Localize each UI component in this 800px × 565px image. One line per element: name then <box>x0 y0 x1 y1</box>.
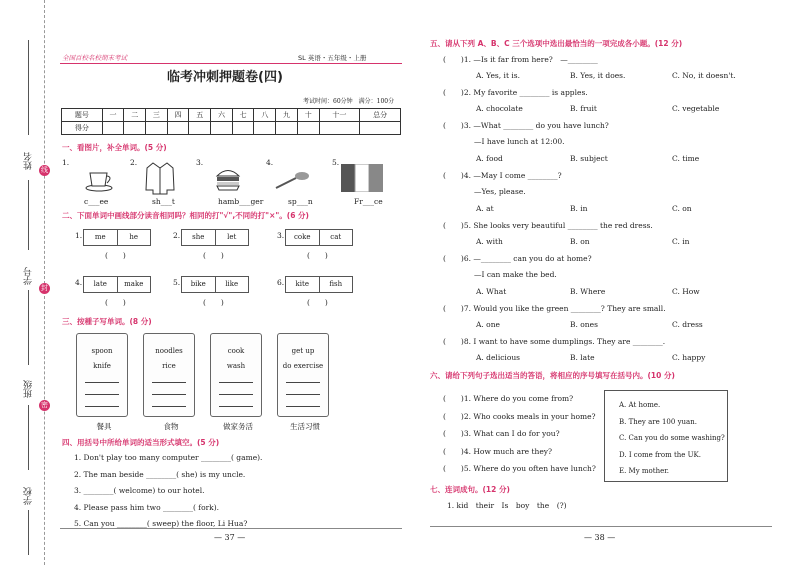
page-number-right: — 38 — <box>584 533 616 542</box>
match-question[interactable]: ( )4. How much are they? <box>443 446 553 456</box>
coffee-cup-picture <box>84 167 114 193</box>
word-a: bike <box>190 280 206 288</box>
word-blank[interactable]: Fr___ce <box>354 197 383 206</box>
word-pair <box>285 229 353 246</box>
score-cell[interactable] <box>146 122 168 135</box>
option-c[interactable]: C. No, it doesn't. <box>672 71 736 80</box>
option-c[interactable]: C. time <box>672 154 700 163</box>
option-a[interactable]: A. delicious <box>476 353 521 362</box>
write-line[interactable] <box>152 394 186 395</box>
score-cell[interactable] <box>297 122 319 135</box>
write-line[interactable] <box>85 394 119 395</box>
option-c[interactable]: C. happy <box>672 353 706 362</box>
score-table <box>61 108 401 135</box>
scroll-word: wash <box>226 362 246 370</box>
word-b: like <box>215 277 249 292</box>
score-header-cell: 六 <box>211 109 233 122</box>
score-cell[interactable] <box>360 122 401 135</box>
answer-paren[interactable]: ( ) <box>307 298 328 307</box>
section6-title: 六、请给下列句子选出适当的答语，将相应的序号填写在括号内。(10 分) <box>430 371 675 380</box>
category-label: 做家务活 <box>223 422 253 431</box>
word-a: kite <box>295 280 309 288</box>
option-b[interactable]: B. late <box>570 353 595 362</box>
write-line[interactable] <box>219 382 253 383</box>
school-label: 学校 <box>24 487 34 505</box>
score-header-cell: 二 <box>124 109 146 122</box>
option-c[interactable]: C. How <box>672 287 700 296</box>
seal-mark: 封 <box>41 284 48 292</box>
answer-option: B. They are 100 yuan. <box>619 417 697 426</box>
write-line[interactable] <box>219 406 253 407</box>
footer-rule <box>430 526 772 527</box>
item-number: 6. <box>277 278 285 287</box>
sentence-item: 1. kid their Is boy the (?) <box>447 501 567 510</box>
score-header-cell: 题号 <box>62 109 103 122</box>
shirt-picture <box>143 160 177 196</box>
seal-mark: 密 <box>41 401 48 409</box>
score-header-row <box>62 109 401 122</box>
scroll-word: get up <box>291 347 315 355</box>
mc-dialog: —I can make the bed. <box>474 270 557 279</box>
mc-question[interactable]: ( )6. —________ can you do at home? <box>443 254 592 263</box>
word-scroll <box>277 333 329 417</box>
item-number: 1. <box>62 158 70 167</box>
section2-title: 二、下面单词中画线部分读音相同吗？相同的打"√",不同的打"×"。(6 分) <box>62 211 309 220</box>
item-number: 2. <box>130 158 138 167</box>
score-cell[interactable] <box>276 122 298 135</box>
write-line[interactable] <box>286 394 320 395</box>
answer-option: A. At home. <box>619 401 661 409</box>
option-a[interactable]: A. Yes, it is. <box>476 71 520 80</box>
word-scroll <box>76 333 128 417</box>
option-a[interactable]: A. chocolate <box>476 104 523 113</box>
fill-sentence[interactable]: 2. The man beside ________( she) is my uncle. <box>74 469 246 479</box>
scroll-word: knife <box>93 362 111 370</box>
seal-mark: 线 <box>41 166 48 174</box>
option-b[interactable]: B. on <box>570 237 590 246</box>
fill-sentence[interactable]: 5. Can you ________( sweep) the floor, Li Hua? <box>74 519 248 528</box>
section4-title: 四、用括号中所给单词的适当形式填空。(5 分) <box>62 438 220 447</box>
word-b: let <box>215 230 249 245</box>
binding-line <box>28 405 29 470</box>
grade-label: SL 英语・五年级・上册 <box>298 54 367 62</box>
mc-dialog: —I have lunch at 12:00. <box>474 137 565 146</box>
option-c[interactable]: C. on <box>672 204 692 213</box>
mc-dialog: —Yes, please. <box>474 187 526 196</box>
score-cell[interactable] <box>319 122 360 135</box>
footer-rule <box>60 528 402 529</box>
score-cell[interactable] <box>254 122 276 135</box>
option-c[interactable]: C. in <box>672 237 690 246</box>
word-a: coke <box>293 233 311 241</box>
item-number: 3. <box>277 231 285 240</box>
write-line[interactable] <box>286 406 320 407</box>
score-cell[interactable] <box>232 122 254 135</box>
option-b[interactable]: B. in <box>570 204 588 213</box>
item-number: 5. <box>173 278 181 287</box>
answer-paren[interactable]: ( ) <box>105 298 126 307</box>
option-a[interactable]: A. food <box>476 154 503 163</box>
write-line[interactable] <box>286 382 320 383</box>
answer-options-box <box>604 390 728 482</box>
word-b: make <box>117 277 151 292</box>
hamburger-picture <box>214 165 242 191</box>
name-label: 姓名 <box>24 152 34 170</box>
option-b[interactable]: B. fruit <box>570 104 597 113</box>
word-b: fish <box>319 277 353 292</box>
score-header-cell: 七 <box>232 109 254 122</box>
mc-question[interactable]: ( )8. I want to have some dumplings. They are ________. <box>443 337 666 346</box>
spoon-picture <box>272 170 312 192</box>
score-cell[interactable] <box>124 122 146 135</box>
write-line[interactable] <box>152 406 186 407</box>
mc-question[interactable]: ( )7. Would you like the green ________? They are small. <box>443 304 666 313</box>
flag-picture <box>341 164 383 192</box>
option-c[interactable]: C. vegetable <box>672 104 720 113</box>
mc-question[interactable]: ( )1. —Is it far from here? —________ <box>443 55 598 64</box>
word-pair <box>181 229 249 246</box>
scroll-word: noodles <box>155 347 183 355</box>
section7-title: 七、连词成句。(12 分) <box>430 485 510 494</box>
word-b: he <box>117 230 151 245</box>
word-blank[interactable]: sp___n <box>288 197 313 206</box>
fill-sentence[interactable]: 3. ________( welcome) to our hotel. <box>74 486 205 495</box>
answer-paren[interactable]: ( ) <box>203 298 224 307</box>
word-a: me <box>94 233 106 241</box>
word-a: late <box>93 280 107 288</box>
option-b[interactable]: B. Yes, it does. <box>570 71 626 80</box>
word-a: she <box>192 233 205 241</box>
answer-option: E. My mother. <box>619 467 670 475</box>
page-number-left: — 37 — <box>214 533 246 542</box>
answer-option: C. Can you do some washing? <box>619 434 725 442</box>
word-scroll <box>210 333 262 417</box>
score-header-cell: 总分 <box>360 109 401 122</box>
category-label: 食物 <box>163 422 179 431</box>
score-header-cell: 五 <box>189 109 211 122</box>
item-number: 4. <box>266 158 274 167</box>
score-header-cell: 一 <box>102 109 124 122</box>
match-question[interactable]: ( )3. What can I do for you? <box>443 429 560 438</box>
score-header-cell: 四 <box>167 109 189 122</box>
mc-question[interactable]: ( )4. —May I come ________? <box>443 171 562 180</box>
item-number: 4. <box>75 278 83 287</box>
option-a[interactable]: A. What <box>476 287 507 296</box>
scroll-word: do exercise <box>282 362 324 370</box>
score-header-cell: 九 <box>276 109 298 122</box>
match-question[interactable]: ( )5. Where do you often have lunch? <box>443 464 596 473</box>
score-cell[interactable] <box>189 122 211 135</box>
item-number: 1. <box>75 231 83 240</box>
scroll-word: cook <box>227 347 245 355</box>
word-b: cat <box>319 230 353 245</box>
student-number-label: 学号 <box>24 267 34 285</box>
option-a[interactable]: A. at <box>476 204 494 213</box>
answer-paren[interactable]: ( ) <box>203 251 224 260</box>
word-blank[interactable]: hamb___ger <box>218 197 264 206</box>
match-question[interactable]: ( )2. Who cooks meals in your home? <box>443 411 596 421</box>
option-c[interactable]: C. dress <box>672 320 703 329</box>
scroll-word: rice <box>162 362 176 370</box>
word-pair <box>83 229 151 246</box>
score-header-cell: 十 <box>297 109 319 122</box>
section1-title: 一、看图片，补全单词。(5 分) <box>62 143 167 152</box>
mc-question[interactable]: ( )2. My favorite ________ is apples. <box>443 88 588 97</box>
score-header-cell: 十一 <box>319 109 360 122</box>
word-blank[interactable]: sh___t <box>152 197 175 206</box>
option-b[interactable]: B. subject <box>570 154 608 163</box>
binding-line <box>28 510 29 555</box>
category-label: 生活习惯 <box>290 422 320 431</box>
answer-option: D. I come from the UK. <box>619 450 702 459</box>
binding-line <box>28 40 29 135</box>
answer-paren[interactable]: ( ) <box>105 251 126 260</box>
word-pair <box>285 276 353 293</box>
score-cell[interactable] <box>211 122 233 135</box>
score-cell[interactable] <box>102 122 124 135</box>
score-value-row <box>62 122 401 135</box>
page-title: 临考冲刺押题卷(四) <box>167 70 283 85</box>
section3-title: 三、按種子写单词。(8 分) <box>62 317 152 326</box>
write-line[interactable] <box>85 406 119 407</box>
item-number: 5. <box>332 158 340 167</box>
exam-time: 考试时间：60分钟 满分：100分 <box>303 98 395 105</box>
section5-title: 五、请从下列 A、B、C 三个选项中选出最恰当的一项完成各小题。(12 分) <box>430 39 683 48</box>
score-header-cell: 三 <box>146 109 168 122</box>
category-label: 餐具 <box>96 422 112 431</box>
score-cell[interactable] <box>167 122 189 135</box>
option-b[interactable]: B. Where <box>570 287 606 296</box>
write-line[interactable] <box>152 382 186 383</box>
fill-sentence[interactable]: 1. Don't play too many computer ________( game). <box>74 453 263 462</box>
header-rule <box>60 63 402 64</box>
write-line[interactable] <box>219 394 253 395</box>
score-header-cell: 八 <box>254 109 276 122</box>
banner: 全国百校名校期末考试 <box>62 54 127 62</box>
fill-sentence[interactable]: 4. Please pass him two ________( fork). <box>74 502 220 512</box>
option-a[interactable]: A. with <box>476 237 503 246</box>
match-question[interactable]: ( )1. Where do you come from? <box>443 394 574 403</box>
word-scroll <box>143 333 195 417</box>
scroll-word: spoon <box>91 347 113 355</box>
word-pair <box>83 276 151 293</box>
word-blank[interactable]: c___ee <box>84 197 109 206</box>
score-row-label: 得分 <box>62 122 103 135</box>
item-number: 2. <box>173 231 181 240</box>
answer-paren[interactable]: ( ) <box>307 251 328 260</box>
write-line[interactable] <box>85 382 119 383</box>
class-label: 班级 <box>24 380 34 398</box>
option-a[interactable]: A. one <box>476 320 500 329</box>
option-b[interactable]: B. ones <box>570 320 598 329</box>
binding-line <box>28 180 29 250</box>
binding-margin <box>0 0 50 565</box>
mc-question[interactable]: ( )5. She looks very beautiful ________ the red dress. <box>443 221 653 230</box>
word-pair <box>181 276 249 293</box>
item-number: 3. <box>196 158 204 167</box>
mc-question[interactable]: ( )3. —What ________ do you have lunch? <box>443 121 609 130</box>
binding-line <box>28 290 29 365</box>
